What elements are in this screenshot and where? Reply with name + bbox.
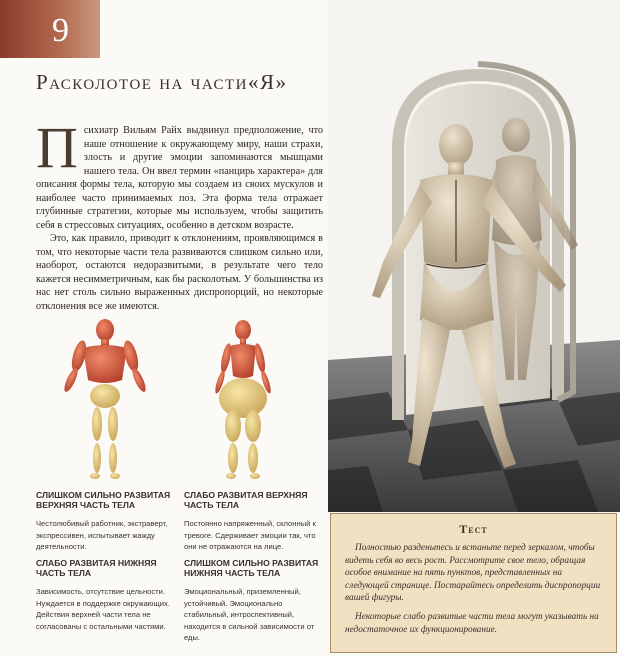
caption-text: Постоянно напряженный, склонный к тревоге. Сдерживает эмоции так, что они не отражаются на лице. <box>184 519 316 551</box>
page-number-box <box>0 0 100 58</box>
page-number: 9 <box>52 12 69 49</box>
mannequin-figure-lower-heavy <box>188 318 298 488</box>
test-paragraph-2: Некоторые слабо развитые части тела могут указывать на недостаточное их функционирование. <box>345 611 599 635</box>
caption-heading: СЛАБО РАЗВИТАЯ ВЕРХНЯЯ ЧАСТЬ ТЕЛА <box>184 490 308 510</box>
caption-upper-weak <box>184 490 320 553</box>
mannequin-figure-upper-heavy <box>50 318 160 488</box>
test-title: Тест <box>459 522 488 536</box>
drop-cap: П <box>36 115 78 180</box>
article-paragraph-1-text: сихиатр Вильям Райх выдвинул предположение, что наше отношение к окружающему миру, наши страхи, злость и другие эмоции запоминаются мышцами нашего тела. Он ввел термин «панцирь характера» для описания формы тела, которую мы создаем из своих мускулов и наиболее часто принимаемых поз. Эта форма тела отражает глубинные стратегии, которые мы используем, чтобы защитить себя в стрессовых ситуациях, особенно в детском возрасте. <box>36 125 323 231</box>
article-paragraph-2: Это, как правило, приводит к отклонениям, проявляющимся в том, что некоторые части тела развиваются слишком сильно или, наоборот, остаются недоразвитыми, в результате чего тело кажется несимметричным, как бы расколотым. У большинства из нас нет столь сильно выраженных диспропорций, но некоторые отклонения все же имеются. <box>36 233 323 312</box>
caption-lower-strong <box>184 558 320 644</box>
caption-text: Честолюбивый работник, экстраверт, экспрессивен, испытывает жажду деятельности. <box>36 519 168 551</box>
article-text <box>36 115 323 313</box>
caption-upper-strong <box>36 490 172 553</box>
test-paragraph-1: Полностью разденьтесь и встаньте перед зеркалом, чтобы видеть себя во весь рост. Рассмотрите свое тело, обращая особое внимание на пять пунктов, представленных на следующей странице. Постарайтесь определить диспропорции вашей фигуры. <box>345 543 601 604</box>
caption-heading: СЛИШКОМ СИЛЬНО РАЗВИТАЯ ВЕРХНЯЯ ЧАСТЬ ТЕЛА <box>36 490 171 510</box>
test-text <box>345 542 603 642</box>
mirror-illustration <box>328 0 620 512</box>
caption-text: Эмоциональный, приземленный, устойчивый. Эмоционально стабильный, интроспективный, находится в сильной зависимости от еды. <box>184 587 315 642</box>
caption-text: Зависимость, отсутствие цельности. Нуждается в поддержке окружающих. Действия верхней части тела не согласованы с остальными частями. <box>36 587 170 631</box>
page-title: Расколотое на части«Я» <box>36 70 288 94</box>
caption-heading: СЛИШКОМ СИЛЬНО РАЗВИТАЯ НИЖНЯЯ ЧАСТЬ ТЕЛА <box>184 558 319 578</box>
caption-heading: СЛАБО РАЗВИТАЯ НИЖНЯЯ ЧАСТЬ ТЕЛА <box>36 558 157 578</box>
test-box <box>330 513 617 653</box>
caption-lower-weak <box>36 558 172 632</box>
article-paragraph-1 <box>36 115 323 232</box>
